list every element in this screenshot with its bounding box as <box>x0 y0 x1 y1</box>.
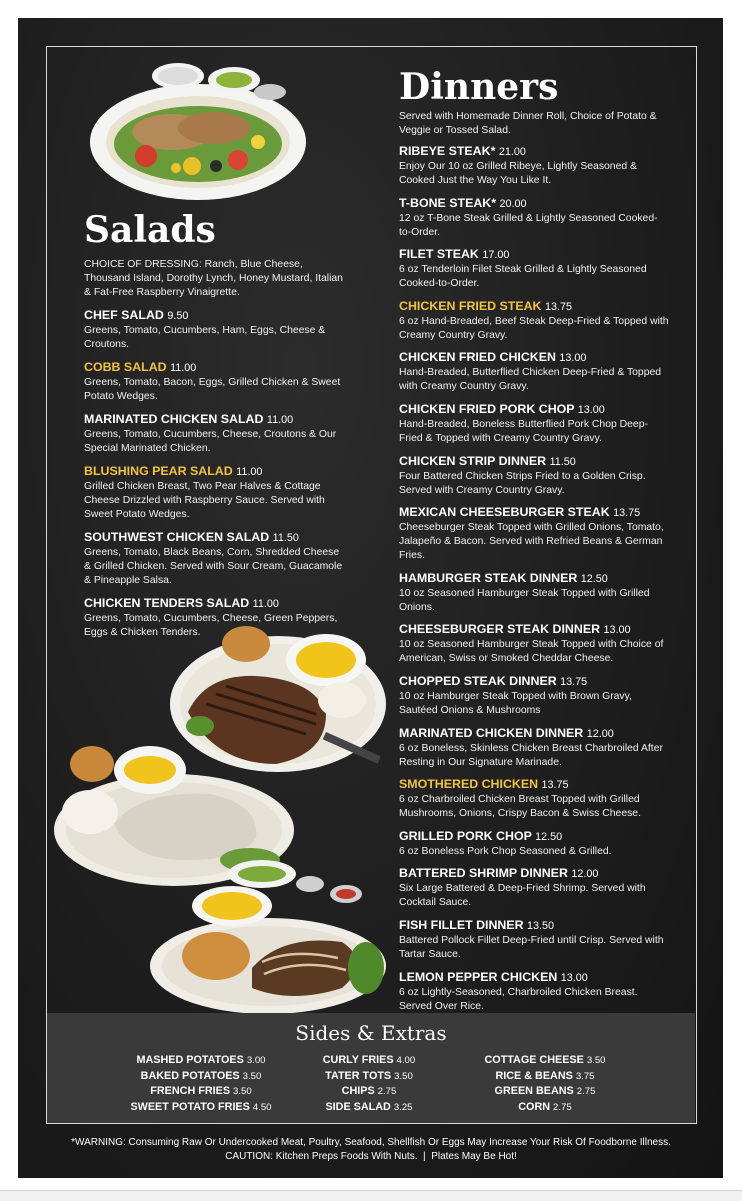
item-name: FISH FILLET DINNER <box>399 917 524 932</box>
item-price: 13.00 <box>559 352 587 365</box>
side-item <box>309 1100 429 1116</box>
sides-title: Sides & Extras <box>295 1021 447 1045</box>
warning-line-1: *WARNING: Consuming Raw Or Undercooked Meat, Poultry, Seafood, Shellfish Or Eggs May Increase Your Risk Of Foodborne Illness. <box>71 1137 671 1148</box>
item-description: Hand-Breaded, Boneless Butterflied Pork Chop Deep-Fried & Topped with Creamy Country Gravy. <box>399 418 648 444</box>
side-price: 4.50 <box>252 1101 272 1113</box>
item-description: Four Battered Chicken Strips Fried to a Golden Crisp. Served with Creamy Country Gravy. <box>399 470 646 496</box>
menu-item <box>399 866 669 910</box>
menu-item <box>84 360 346 404</box>
item-name: FILET STEAK <box>399 247 479 262</box>
dressing-options: CHOICE OF DRESSING: Ranch, Blue Cheese, Thousand Island, Dorothy Lynch, Honey Mustard, Italian & Fat-Free Raspberry Vinaigrette. <box>84 259 343 298</box>
item-description: 10 oz Seasoned Hamburger Steak Topped with Choice of American, Swiss or Smoked Cheddar Cheese. <box>399 639 664 665</box>
side-name: RICE & BEANS <box>495 1069 573 1082</box>
item-name: CHOPPED STEAK DINNER <box>399 673 557 688</box>
menu-item <box>399 247 669 291</box>
side-price: 4.00 <box>396 1055 416 1066</box>
item-name: T-BONE STEAK* <box>399 195 497 210</box>
side-item <box>111 1084 291 1100</box>
item-name: BLUSHING PEAR SALAD <box>84 464 233 478</box>
side-price: 3.50 <box>586 1055 606 1066</box>
side-price: 3.00 <box>246 1055 266 1066</box>
item-description: Cheeseburger Steak Topped with Grilled Onions, Tomato, Jalapeño & Bacon. Served with Refried Beans & German Fries. <box>399 522 664 562</box>
menu-item <box>399 674 669 718</box>
item-description: Greens, Tomato, Cucumbers, Cheese, Green Peppers, Eggs & Chicken Tenders. <box>84 613 338 638</box>
item-name: HAMBURGER STEAK DINNER <box>399 570 578 585</box>
item-name: RIBEYE STEAK* <box>399 144 496 158</box>
menu-item <box>399 726 669 770</box>
side-item <box>465 1069 625 1085</box>
side-name: TATER TOTS <box>325 1069 392 1082</box>
item-description: Battered Pollock Fillet Deep-Fried until Crisp. Served with Tartar Sauce. <box>399 934 664 960</box>
salads-title: Salads <box>84 209 216 251</box>
item-price: 13.00 <box>577 403 605 416</box>
item-description: 12 oz T-Bone Steak Grilled & Lightly Seasoned Cooked-to-Order. <box>399 212 658 238</box>
item-description: Hand-Breaded, Butterflied Chicken Deep-Fried & Topped with Creamy Country Gravy. <box>399 367 662 393</box>
side-price: 2.75 <box>377 1086 397 1098</box>
menu-item <box>399 144 669 188</box>
sides-section <box>47 1013 695 1123</box>
salad-photo <box>88 62 310 204</box>
item-price: 13.75 <box>541 779 569 792</box>
menu-item <box>84 412 346 456</box>
menu-item <box>399 402 669 446</box>
item-description: Six Large Battered & Deep-Fried Shrimp. Served with Cocktail Sauce. <box>399 883 646 909</box>
item-price: 13.75 <box>613 507 641 520</box>
item-price: 20.00 <box>499 197 527 210</box>
side-item <box>111 1069 291 1085</box>
item-price: 21.00 <box>498 146 526 158</box>
side-name: FRENCH FRIES <box>150 1085 231 1098</box>
side-price: 3.50 <box>242 1070 262 1082</box>
side-name: CURLY FRIES <box>322 1054 394 1066</box>
item-description: 10 oz Seasoned Hamburger Steak Topped with Grilled Onions. <box>399 587 650 613</box>
item-price: 12.00 <box>586 727 614 740</box>
menu-item <box>399 970 669 1014</box>
food-warning <box>47 1136 695 1164</box>
menu-item <box>84 596 346 640</box>
dinners-intro: Served with Homemade Dinner Roll, Choice of Potato & Veggie or Tossed Salad. <box>399 111 657 136</box>
item-description: Enjoy Our 10 oz Grilled Ribeye, Lightly Seasoned & Cooked Just the Way You Like It. <box>399 161 637 186</box>
item-name: CHEESEBURGER STEAK DINNER <box>399 622 601 637</box>
item-price: 12.50 <box>580 572 608 585</box>
item-name: CHEF SALAD <box>84 308 164 322</box>
item-description: 6 oz Tenderloin Filet Steak Grilled & Lightly Seasoned Cooked-to-Order. <box>399 264 647 290</box>
item-price: 11.50 <box>549 455 576 468</box>
menu-item <box>84 530 346 588</box>
item-description: Greens, Tomato, Bacon, Eggs, Grilled Chicken & Sweet Potato Wedges. <box>84 377 341 402</box>
side-item <box>465 1084 625 1100</box>
item-description: Greens, Tomato, Black Beans, Corn, Shredded Cheese & Grilled Chicken. Served with Sour Cream, Guacamole & Pineapple Salsa. <box>84 547 343 586</box>
salads-section <box>84 206 346 648</box>
menu-item <box>84 464 346 522</box>
item-name: CHICKEN FRIED CHICKEN <box>399 350 556 365</box>
menu-item <box>399 454 669 498</box>
menu-item <box>399 777 669 821</box>
dinners-section <box>399 64 669 1021</box>
menu-item <box>399 196 669 240</box>
item-name: CHICKEN STRIP DINNER <box>399 453 547 468</box>
item-price: 11.00 <box>252 598 279 610</box>
item-description: Grilled Chicken Breast, Two Pear Halves & Cottage Cheese Drizzled with Raspberry Sauce. Served with Sweet Potato Wedges. <box>84 481 325 520</box>
warning-line-2: CAUTION: Kitchen Preps Foods With Nuts. | Plates May Be Hot! <box>225 1151 517 1162</box>
side-name: CORN <box>518 1100 551 1113</box>
item-price: 13.00 <box>560 971 588 984</box>
item-description: 6 oz Lightly-Seasoned, Charbroiled Chicken Breast. Served Over Rice. <box>399 986 638 1012</box>
item-name: COBB SALAD <box>84 360 167 374</box>
item-name: CHICKEN FRIED STEAK <box>399 298 542 313</box>
item-name: BATTERED SHRIMP DINNER <box>399 866 568 881</box>
item-name: MEXICAN CHEESEBURGER STEAK <box>399 505 610 520</box>
side-price: 3.50 <box>233 1086 252 1098</box>
item-price: 13.00 <box>603 624 631 637</box>
item-name: LEMON PEPPER CHICKEN <box>399 969 558 984</box>
item-name: SOUTHWEST CHICKEN SALAD <box>84 530 270 544</box>
side-name: CHIPS <box>341 1085 375 1098</box>
side-price: 2.75 <box>576 1086 596 1098</box>
side-item <box>309 1053 429 1069</box>
item-price: 11.00 <box>170 362 197 374</box>
item-price: 17.00 <box>482 249 510 262</box>
item-description: 6 oz Boneless Pork Chop Seasoned & Grilled. <box>399 845 612 857</box>
item-price: 11.00 <box>236 466 263 478</box>
item-name: MARINATED CHICKEN SALAD <box>84 412 264 426</box>
menu-item <box>399 299 669 343</box>
item-price: 11.00 <box>266 414 294 426</box>
sides-column-2 <box>309 1053 429 1115</box>
item-price: 13.75 <box>544 300 572 313</box>
item-price: 11.50 <box>272 532 299 544</box>
menu-item <box>399 829 669 859</box>
sides-column-1 <box>111 1053 291 1115</box>
item-name: MARINATED CHICKEN DINNER <box>399 725 584 740</box>
menu-item <box>84 308 346 352</box>
item-description: 6 oz Charbroiled Chicken Breast Topped with Grilled Mushrooms, Onions, Crispy Bacon & Swiss Cheese. <box>399 794 641 820</box>
side-item <box>465 1100 625 1116</box>
dinners-title: Dinners <box>399 66 559 108</box>
menu-item <box>399 350 669 394</box>
item-description: 6 oz Boneless, Skinless Chicken Breast Charbroiled After Resting in Our Signature Marinade. <box>399 742 663 768</box>
menu-item <box>399 918 669 962</box>
side-name: COTTAGE CHEESE <box>484 1054 584 1066</box>
side-name: MASHED POTATOES <box>136 1054 244 1066</box>
item-description: 6 oz Hand-Breaded, Beef Steak Deep-Fried & Topped with Creamy Country Gravy. <box>399 315 669 341</box>
item-price: 12.00 <box>571 868 599 881</box>
side-name: SWEET POTATO FRIES <box>130 1100 250 1113</box>
side-item <box>465 1053 625 1069</box>
side-item <box>309 1069 429 1085</box>
item-name: SMOTHERED CHICKEN <box>399 777 539 792</box>
menu-item <box>399 505 669 563</box>
side-name: BAKED POTATOES <box>140 1069 240 1082</box>
sides-column-3 <box>465 1053 625 1115</box>
side-price: 3.50 <box>394 1070 413 1082</box>
item-price: 13.75 <box>560 675 588 688</box>
item-name: CHICKEN FRIED PORK CHOP <box>399 401 575 416</box>
item-price: 9.50 <box>167 310 189 322</box>
item-name: GRILLED PORK CHOP <box>399 828 532 843</box>
side-item <box>309 1084 429 1100</box>
side-name: GREEN BEANS <box>494 1085 574 1098</box>
side-name: SIDE SALAD <box>325 1100 391 1113</box>
menu-item <box>399 571 669 615</box>
item-price: 12.50 <box>535 830 563 843</box>
side-item <box>111 1100 291 1116</box>
side-price: 3.75 <box>575 1070 595 1082</box>
side-price: 2.75 <box>553 1101 572 1113</box>
hamburger-steak-photo <box>142 858 388 1016</box>
item-description: Greens, Tomato, Cucumbers, Cheese, Croutons & Our Special Marinated Chicken. <box>84 429 337 454</box>
item-name: CHICKEN TENDERS SALAD <box>84 596 250 610</box>
side-price: 3.25 <box>393 1101 413 1113</box>
item-price: 13.50 <box>527 919 555 932</box>
page-edge <box>0 1190 742 1201</box>
item-description: Greens, Tomato, Cucumbers, Ham, Eggs, Cheese & Croutons. <box>84 325 326 350</box>
side-item <box>111 1053 291 1069</box>
item-description: 10 oz Hamburger Steak Topped with Brown Gravy, Sautéed Onions & Mushrooms <box>399 690 632 716</box>
menu-item <box>399 622 669 666</box>
